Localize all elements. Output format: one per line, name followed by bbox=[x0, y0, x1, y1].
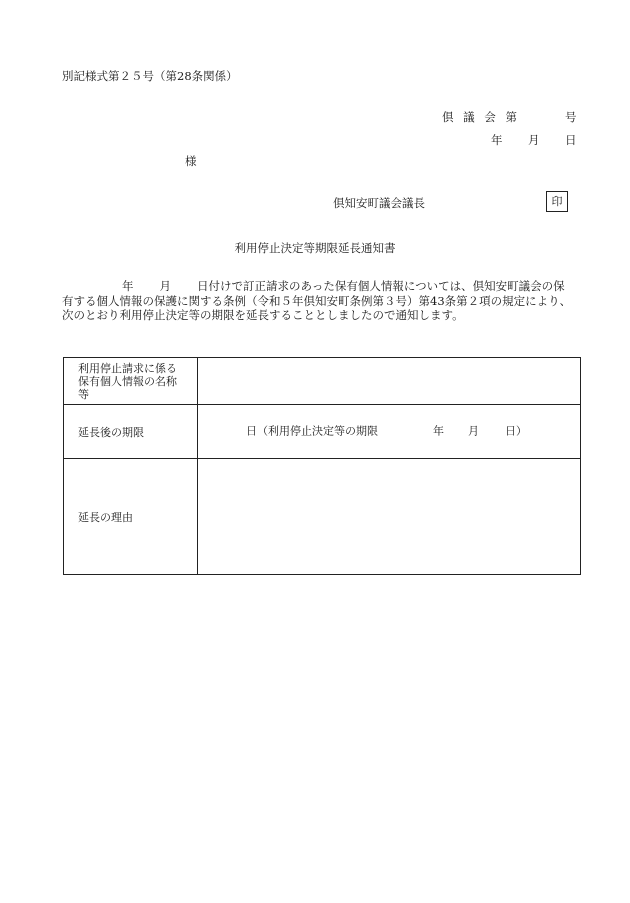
notice-body bbox=[62, 279, 584, 323]
period-day-text: 日（利用停止決定等の期限 bbox=[246, 423, 378, 437]
table-row bbox=[64, 358, 581, 405]
body-line-3: 次のとおり利用停止決定等の期限を延長することとしましたので通知します。 bbox=[62, 308, 464, 322]
row1-label-line2: 保有個人情報の名称 bbox=[78, 374, 177, 388]
date-day: 日 bbox=[565, 133, 577, 147]
info-table bbox=[63, 357, 581, 575]
row3-label-cell bbox=[64, 459, 198, 575]
addressee-suffix: 様 bbox=[185, 154, 197, 168]
row1-label-line3: 等 bbox=[78, 387, 89, 401]
row1-label-cell bbox=[64, 358, 198, 405]
period-year: 年 bbox=[433, 423, 444, 437]
row2-label: 延長後の期限 bbox=[78, 425, 144, 439]
seal-box: 印 bbox=[546, 191, 568, 212]
body-line-1 bbox=[62, 279, 584, 294]
period-day-close: 日） bbox=[505, 423, 527, 437]
issuer-name: 倶知安町議会議長 bbox=[333, 196, 425, 210]
document-number-suffix: 号 bbox=[565, 110, 577, 124]
date-year: 年 bbox=[491, 133, 503, 147]
row2-label-cell bbox=[64, 405, 198, 459]
body-line-2: 有する個人情報の保護に関する条例（令和５年倶知安町条例第３号）第43条第２項の規定により、 bbox=[62, 293, 572, 308]
row1-label-line1: 利用停止請求に係る bbox=[78, 361, 177, 375]
document-title: 利用停止決定等期限延長通知書 bbox=[234, 241, 396, 255]
body-year: 年 bbox=[122, 279, 134, 293]
row3-value-cell[interactable] bbox=[198, 459, 581, 575]
period-month: 月 bbox=[468, 423, 479, 437]
table-row bbox=[64, 405, 581, 459]
table-row bbox=[64, 459, 581, 575]
row2-value-cell[interactable] bbox=[198, 405, 581, 459]
date-month: 月 bbox=[528, 133, 540, 147]
body-month: 月 bbox=[159, 279, 171, 293]
form-number: 別記様式第２５号（第28条関係） bbox=[62, 69, 238, 83]
row1-value-cell[interactable] bbox=[198, 358, 581, 405]
document-number-label: 倶 議 会 第 bbox=[442, 110, 520, 124]
row3-label: 延長の理由 bbox=[78, 510, 133, 524]
body-line-1-text: 日付けで訂正請求のあった保有個人情報については、倶知安町議会の保 bbox=[197, 279, 565, 293]
